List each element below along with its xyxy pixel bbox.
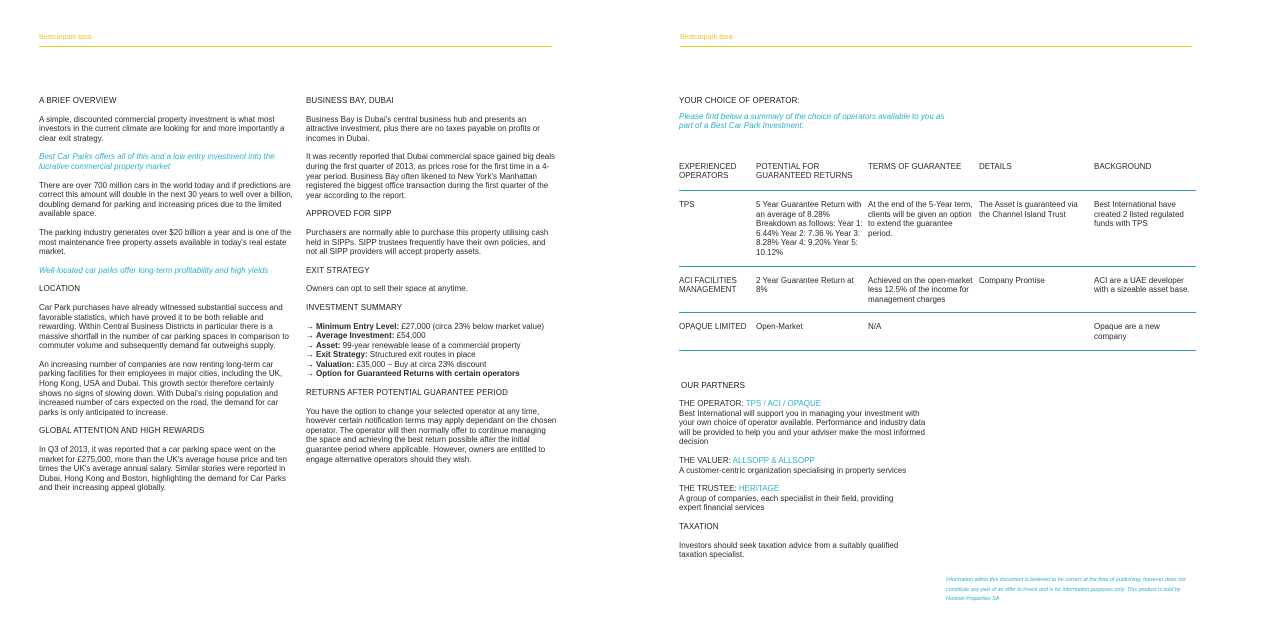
partner-valuer-label: THE VALUER: — [679, 456, 733, 466]
taxation-title: TAXATION — [679, 522, 719, 532]
partner-valuer-name: ALLSOPP & ALLSOPP — [732, 456, 815, 466]
global-title: GLOBAL ATTENTION AND HIGH REWARDS — [39, 426, 205, 436]
returns-cell: Open-Market — [756, 313, 868, 350]
terms-cell: Achieved on the open-market less 12.5% of the income for management charges — [868, 266, 979, 313]
investment-item-value: Structured exit routes in place — [367, 350, 476, 360]
partner-valuer — [679, 456, 939, 475]
investment-item-value: 99-year renewable lease of a commercial property — [340, 340, 521, 350]
arrow-right-icon: → — [306, 321, 314, 331]
operator-name: ACI FACILITIES MANAGEMENT — [679, 266, 756, 313]
table-row — [679, 190, 1196, 266]
partner-valuer-text: A customer-centric organization specialising in property services — [679, 465, 907, 475]
sipp-paragraph: Purchasers are normally able to purchase this property utilising cash held in SIPPs. SIPP trustees frequently have their own policies, and not all SIPP providers will accept property assets. — [306, 227, 549, 257]
partner-trustee-label: THE TRUSTEE: — [679, 484, 739, 494]
partner-operator-label: THE OPERATOR: — [679, 399, 746, 409]
column-header: DETAILS — [979, 162, 1094, 191]
partners-title: OUR PARTNERS — [681, 380, 746, 390]
investment-item — [306, 369, 558, 379]
details-cell: The Asset is guaranteed via the Channel Island Trust — [979, 190, 1094, 266]
location-paragraph: Car Park purchases have already witnessed substantial success and favorable statistics, which have proved it to be both reliable and rewarding. Within Central Business Districts in particular there is a massive shortfall in the number of car parking spaces in comparison to commuter volume and subsequently demand far outweighs supply. — [39, 302, 289, 351]
investment-item — [306, 360, 558, 370]
operator-choice-intro: Please find below a summary of the choice of operators available to you as part of a Best Car Park Investment: — [679, 111, 945, 131]
column-business-bay — [306, 96, 558, 473]
investment-item — [306, 350, 558, 360]
column-header: TERMS OF GUARANTEE — [868, 162, 979, 191]
returns-cell: 2 Year Guarantee Return at 8% — [756, 266, 868, 313]
investment-item-value: £54,000 — [394, 331, 426, 341]
location-paragraph: An increasing number of companies are now renting long-term car parking facilities for their employees in major cities, including the UK, Hong Kong, USA and Dubai. This growth sector therefore certainly shows no signs of slowing down. With Dubai's rising population and increased number of cars expected on the road, the demand for car parks is only anticipated to increase. — [39, 359, 283, 417]
column-header: POTENTIAL FOR GUARANTEED RETURNS — [756, 162, 868, 191]
exit-paragraph: Owners can opt to sell their space at anytime. — [306, 284, 468, 294]
page-header-left: Bestcarpark.tpsa — [39, 34, 92, 41]
column-overview — [39, 96, 297, 502]
returns-paragraph: You have the option to change your selected operator at any time, however certain notification terms may apply dependant on the chosen operator. The operator will then normally offer to continue managing the space and achieving the best return possible after the initial guarantee period where applicable. However, owners are entitled to engage alternative operators should they wish. — [306, 406, 557, 464]
investment-summary-list — [306, 322, 558, 380]
header-rule-left — [39, 46, 552, 47]
operator-choice-title: YOUR CHOICE OF OPERATOR: — [679, 96, 800, 105]
returns-cell: 5 Year Guarantee Return with an average of 8.28% Breakdown as follows: Year 1: 6.44% Year 2: 7.36 % Year 3: 8.28% Year 4: 9.20% Year 5: 10.12% — [756, 190, 868, 266]
arrow-right-icon: → — [306, 350, 314, 360]
business-bay-paragraph: Business Bay is Dubai's central business hub and presents an attractive investment, plus there are no taxes payable on profits or incomes in Dubai. — [306, 114, 540, 143]
partner-operator-names: TPS / ACI / OPAQUE — [745, 399, 822, 409]
investment-item-label: Valuation: — [316, 359, 355, 369]
header-rule-right — [680, 46, 1192, 47]
partner-operator — [679, 399, 929, 447]
exit-title: EXIT STRATEGY — [306, 265, 370, 275]
background-cell: Best International have created 2 listed regulated funds with TPS — [1094, 190, 1196, 266]
terms-cell: N/A — [868, 313, 979, 350]
overview-paragraph: A simple, discounted commercial property investment is what most investors in the current climate are looking for and more importantly a clear exit strategy. — [39, 114, 285, 143]
terms-cell: At the end of the 5-Year term, clients will be given an option to extend the guarantee period. — [868, 190, 979, 266]
overview-paragraph: There are over 700 million cars in the world today and if predictions are correct this amount will double in the next 30 years to well over a billion, doubling demand for parking and increasing prices due to the limited available space. — [39, 180, 293, 219]
investment-item-label: Minimum Entry Level: — [316, 321, 400, 331]
location-title: LOCATION — [39, 284, 81, 294]
investment-item — [306, 331, 558, 341]
operator-name: OPAQUE LIMITED — [679, 313, 756, 350]
arrow-right-icon: → — [306, 340, 314, 350]
partners-section — [679, 381, 929, 560]
taxation-paragraph: Investors should seek taxation advice from a suitably qualified taxation specialist. — [679, 540, 899, 560]
details-cell: Company Promise — [979, 266, 1094, 313]
overview-highlight: Best Car Parks offers all of this and a low entry investment into the lucrative commercial property market — [39, 152, 275, 171]
column-operators — [679, 96, 1199, 569]
column-header: BACKGROUND — [1094, 162, 1196, 191]
business-bay-title: BUSINESS BAY, DUBAI — [306, 96, 394, 105]
global-paragraph: In Q3 of 2013, it was reported that a car parking space went on the market for £275,000, more than the UK's average house price and ten times the UK's average annual salary. Similar stories were reported in Dubai, Hong Kong and Boston, highlighting the demand for Car Parks and their increasing appeal globally. — [39, 445, 287, 493]
table-row — [679, 313, 1196, 350]
sipp-title: APPROVED FOR SIPP — [306, 209, 392, 219]
arrow-right-icon: → — [306, 331, 314, 341]
background-cell: Opaque are a new company — [1094, 313, 1196, 350]
investment-item-value: £27,000 (circa 23% below market value) — [399, 321, 545, 331]
overview-paragraph: The parking industry generates over $20 billion a year and is one of the most maintenance free property assets available in today's real estate market. — [39, 227, 292, 257]
arrow-right-icon: → — [306, 359, 314, 369]
operators-table — [679, 162, 1196, 351]
details-cell — [979, 313, 1094, 350]
investment-item-label: Asset: — [316, 340, 341, 350]
investment-item-label: Option for Guaranteed Returns with certain operators — [316, 369, 520, 379]
column-header: EXPERIENCED OPERATORS — [679, 162, 756, 191]
returns-title: RETURNS AFTER POTENTIAL GUARANTEE PERIOD — [306, 388, 508, 398]
investment-item-value: £35,000 – Buy at circa 23% discount — [354, 359, 487, 369]
operator-name: TPS — [679, 190, 756, 266]
investment-title: INVESTMENT SUMMARY — [306, 302, 403, 312]
table-header-row — [679, 162, 1196, 191]
investment-item — [306, 341, 558, 351]
table-row — [679, 266, 1196, 313]
partner-trustee-text: A group of companies, each specialist in their field, providing expert financial services — [679, 493, 894, 513]
partner-operator-text: Best International will support you in managing your investment with your own choice of operator available. Performance and industry data will be provided to help you and your adviser make the most informed decision — [679, 408, 926, 447]
disclaimer-text: Information within this document is believed to be correct at the time of publishing, however does not constitute any part of an offer to invest and is for information purposes only. This product is sold by Horizon Properties SA — [946, 577, 1186, 602]
background-cell: ACI are a UAE developer with a sizeable asset base. — [1094, 266, 1196, 313]
overview-highlight: Well-located car parks offer long-term profitability and high yields — [39, 265, 269, 275]
business-bay-paragraph: It was recently reported that Dubai commercial space gained big deals during the first quarter of 2013, as prices rose for the first time in a 4-year period. Business Bay often likened to New York's Manhattan registered the biggest office transaction during the first quarter of the year according to the report. — [306, 152, 556, 200]
partner-trustee-name: HERITAGE — [738, 484, 780, 494]
investment-item-label: Average Investment: — [316, 331, 395, 341]
investment-item-label: Exit Strategy: — [316, 350, 368, 360]
investment-item — [306, 322, 558, 332]
page-header-right: Bestcarpark.tpsa — [680, 34, 733, 41]
partner-trustee — [679, 484, 909, 513]
overview-title: A BRIEF OVERVIEW — [39, 96, 117, 105]
arrow-right-icon: → — [306, 369, 314, 379]
